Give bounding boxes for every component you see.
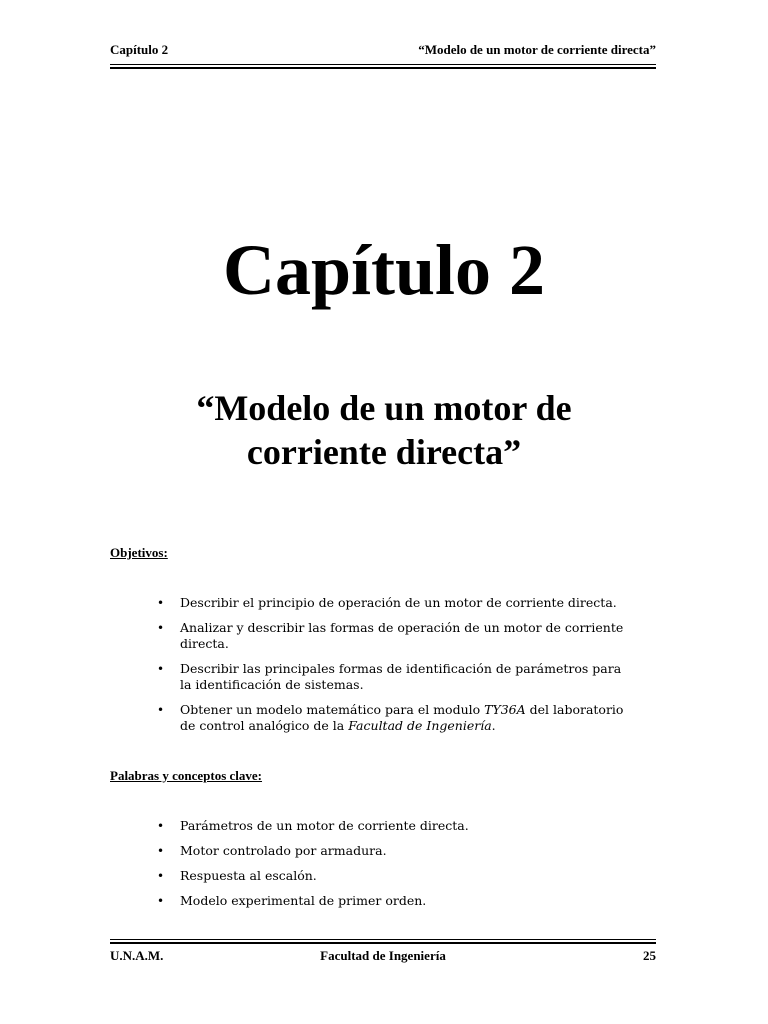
objective-text: Describir el principio de operación de un motor de corriente directa. bbox=[180, 595, 617, 610]
bullet-icon: • bbox=[157, 869, 165, 883]
bullet-icon: • bbox=[157, 621, 165, 635]
bullet-icon: • bbox=[157, 596, 165, 610]
module-name: TY36A bbox=[484, 702, 526, 717]
bullet-icon: • bbox=[157, 844, 165, 858]
objectives-heading: Objetivos: bbox=[110, 545, 168, 560]
header-chapter: Capítulo 2 bbox=[110, 42, 169, 57]
subtitle-line-2: corriente directa” bbox=[246, 432, 522, 472]
header-rule-thin bbox=[110, 64, 656, 65]
chapter-title: Capítulo 2 bbox=[222, 230, 546, 310]
header-title: “Modelo de un motor de corriente directa” bbox=[418, 42, 656, 57]
page-footer bbox=[110, 948, 656, 968]
header-rule-thick bbox=[110, 67, 656, 69]
list-item bbox=[0, 595, 632, 611]
list-item bbox=[0, 893, 632, 909]
page-number: 25 bbox=[643, 948, 656, 963]
objectives-list bbox=[0, 595, 632, 743]
list-item bbox=[0, 620, 632, 652]
list-item bbox=[0, 818, 632, 834]
keyword-text: Parámetros de un motor de corriente directa. bbox=[180, 818, 469, 833]
keywords-list bbox=[0, 818, 632, 918]
chapter-subtitle bbox=[0, 386, 768, 474]
list-item bbox=[0, 661, 632, 693]
bullet-icon: • bbox=[157, 894, 165, 908]
page-header bbox=[110, 42, 656, 62]
bullet-icon: • bbox=[157, 703, 165, 717]
list-item bbox=[0, 702, 632, 734]
footer-institution: U.N.A.M. bbox=[110, 948, 164, 963]
objective-text: Analizar y describir las formas de operación de un motor de corriente directa. bbox=[180, 620, 624, 651]
keywords-heading: Palabras y conceptos clave: bbox=[110, 768, 263, 783]
bullet-icon: • bbox=[157, 819, 165, 833]
faculty-name: Facultad de Ingeniería bbox=[348, 718, 492, 733]
keyword-text: Motor controlado por armadura. bbox=[180, 843, 387, 858]
footer-rule-thick bbox=[110, 942, 656, 944]
list-item bbox=[0, 868, 632, 884]
objective-text: Describir las principales formas de identificación de parámetros para la identificación de sistemas. bbox=[180, 661, 622, 692]
bullet-icon: • bbox=[157, 662, 165, 676]
list-item bbox=[0, 843, 632, 859]
keyword-text: Modelo experimental de primer orden. bbox=[180, 893, 427, 908]
objective-text-part2: del laboratorio de control analógico de la bbox=[180, 702, 624, 733]
keyword-text: Respuesta al escalón. bbox=[180, 868, 317, 883]
footer-faculty: Facultad de Ingeniería bbox=[320, 948, 446, 963]
footer-rule-thin bbox=[110, 939, 656, 940]
objective-text-part1: Obtener un modelo matemático para el modulo bbox=[180, 702, 485, 717]
objective-text-part3: . bbox=[491, 718, 496, 733]
subtitle-line-1: “Modelo de un motor de bbox=[196, 388, 572, 428]
